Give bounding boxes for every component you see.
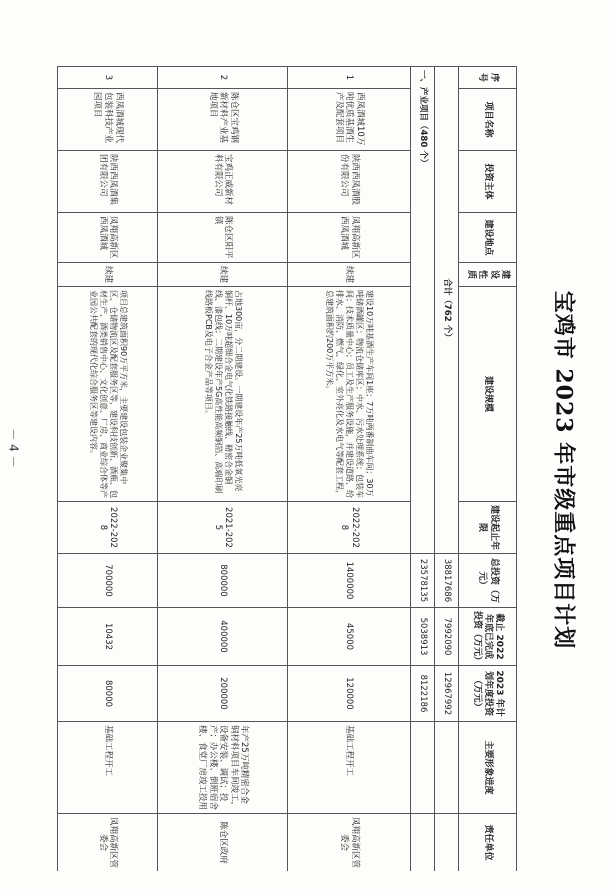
- row-total-invest: 800000: [158, 554, 288, 608]
- row-location: 凤翔高新区西凤酒城: [288, 213, 411, 263]
- header-unit: 责任单位: [459, 814, 517, 872]
- header-location: 建设地点: [459, 213, 517, 263]
- total-label: 合计（762 个）: [435, 67, 459, 554]
- row-seq: 2: [158, 67, 288, 89]
- row-location: 凤翔高新区西凤酒城: [58, 213, 158, 263]
- row-done-invest: 10432: [58, 608, 158, 666]
- row-total-invest: 1400000: [288, 554, 411, 608]
- row-investor: 陕西西凤酒股份有限公司: [288, 151, 411, 213]
- row-scale: 建设10万吨基酒生产车间1座；7万吨两番制曲车间；30万吨储酒罐区；物流仓储库区；中水、污水处理系统；包装车间；技术质量中心；员工及生产服务设施，并建设道路、给排水、消防、燃气、绿化、室外亮化及水电气等配套工程，总建筑面积约200万平方米。: [288, 287, 411, 502]
- row-nature: 续建: [288, 263, 411, 287]
- total-progress-empty: [435, 722, 459, 814]
- row-total-invest: 700000: [58, 554, 158, 608]
- total-plan-2023: 12967992: [435, 666, 459, 722]
- row-period: 2022-2028: [288, 502, 411, 554]
- total-invest: 38817686: [435, 554, 459, 608]
- row-plan-2023: 120000: [288, 666, 411, 722]
- row-plan-2023: 80000: [58, 666, 158, 722]
- page-number: － 4 －: [6, 428, 21, 468]
- table-row: [288, 67, 411, 872]
- row-name: 西凤酒城10万吨优质基酒生产及配套项目: [288, 89, 411, 151]
- total-row: [435, 67, 459, 872]
- row-progress: 基础工程开工: [288, 722, 411, 814]
- header-investor: 投资主体: [459, 151, 517, 213]
- header-name: 项目名称: [459, 89, 517, 151]
- row-progress: 年产25万吨精密合金铜材料项目车间竣工，设备安装、调试；投产；办公楼、倒班宿舍楼、食堂厂房竣工投用: [158, 722, 288, 814]
- row-progress: 基础工程开工: [58, 722, 158, 814]
- row-seq: 1: [288, 67, 411, 89]
- section-label: 一、产业项目（480 个）: [411, 67, 435, 554]
- header-scale: 建设规模: [459, 287, 517, 502]
- section-unit-empty: [411, 814, 435, 872]
- table-frame: [57, 66, 517, 871]
- row-location: 陈仓区阳平镇: [158, 213, 288, 263]
- row-name: 陈仓区宝鸡钢新材料产业基地项目: [158, 89, 288, 151]
- row-scale: 项目总建筑面积90万平方米，主要建设包装企业聚集中区、仓储物流区及配套服务区等，建设科技创新、酒瓶、包材生产、酒类销售中心、文化创意、厂房、商业综合体等产业园公共配套的现代化综合服务区等建设内容。: [58, 287, 158, 502]
- header-plan-2023: 2023 年计划年度投资（万元）: [459, 666, 517, 722]
- header-nature: 建设性质: [459, 263, 517, 287]
- total-unit-empty: [435, 814, 459, 872]
- row-period: 2022-2028: [58, 502, 158, 554]
- section-plan-2023: 8122186: [411, 666, 435, 722]
- header-done-invest: 截止 2022 年底已完成投资（万元）: [459, 608, 517, 666]
- row-scale: 占地300亩，分二期建设。一期建设年产25万吨低氧光亮铜杆、10万吨超细合金电气化铁路接触线、精密合金铜线、漆包线；二期建设年产5G高性能高频铜箔、高端印刷线路板PCB及电子合金产品等项目。: [158, 287, 288, 502]
- section-progress-empty: [411, 722, 435, 814]
- row-investor: 陕西西凤酒集团有限公司: [58, 151, 158, 213]
- section-total-invest: 23578135: [411, 554, 435, 608]
- rotated-table-container: [57, 66, 517, 871]
- table-row: [158, 67, 288, 872]
- section-done-invest: 5038913: [411, 608, 435, 666]
- row-unit: 陈仓区政府: [158, 814, 288, 872]
- row-plan-2023: 200000: [158, 666, 288, 722]
- row-unit: 凤翔高新区管委会: [288, 814, 411, 872]
- header-row: [459, 67, 517, 872]
- section-row: [411, 67, 435, 872]
- table-row: [58, 67, 158, 872]
- row-done-invest: 45000: [288, 608, 411, 666]
- header-progress: 主要形象进度: [459, 722, 517, 814]
- row-investor: 宝鸡正威新材料有限公司: [158, 151, 288, 213]
- document-title: 宝鸡市 2023 年市级重点项目计划: [550, 290, 577, 650]
- project-plan-table: [57, 66, 517, 871]
- header-seq: 序号: [459, 67, 517, 89]
- total-done-invest: 7992090: [435, 608, 459, 666]
- header-total-invest: 总投资（万元）: [459, 554, 517, 608]
- row-nature: 续建: [158, 263, 288, 287]
- row-period: 2021-2025: [158, 502, 288, 554]
- row-name: 西凤酒城现代包装科技产业园项目: [58, 89, 158, 151]
- row-nature: 续建: [58, 263, 158, 287]
- row-done-invest: 400000: [158, 608, 288, 666]
- row-unit: 凤翔高新区管委会: [58, 814, 158, 872]
- header-period: 建设起止年限: [459, 502, 517, 554]
- row-seq: 3: [58, 67, 158, 89]
